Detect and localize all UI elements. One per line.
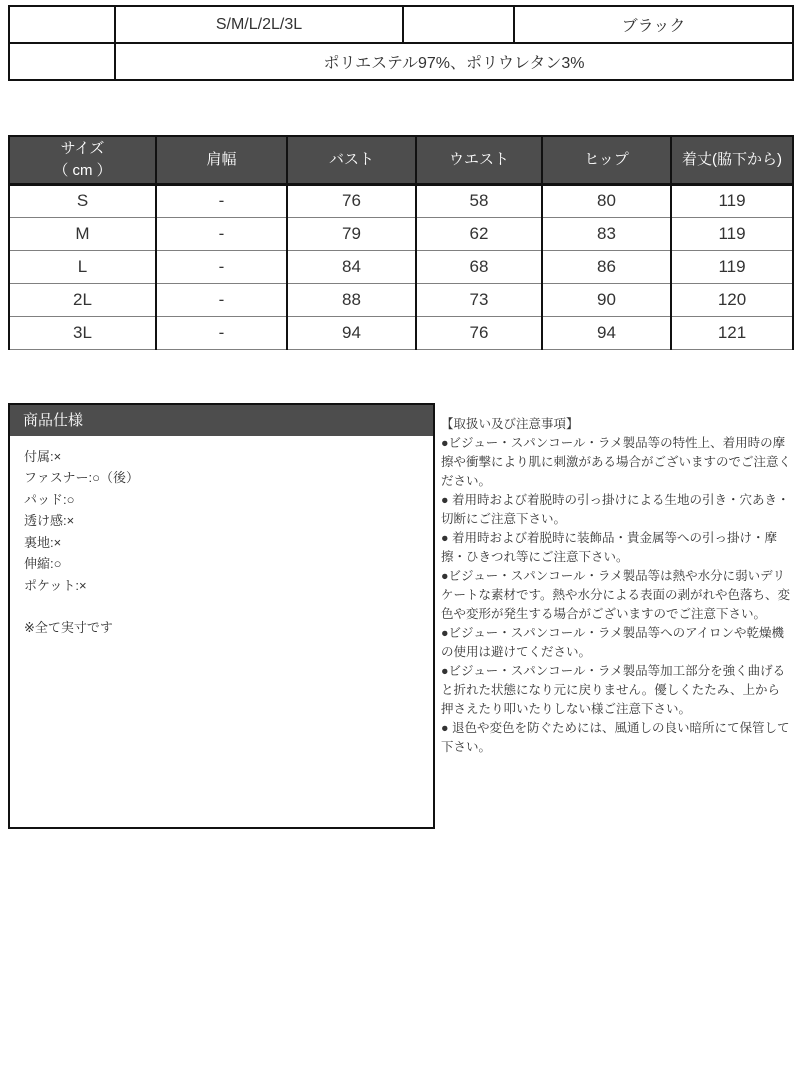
cell-size: 3L <box>9 316 156 349</box>
cell-size: S <box>9 184 156 217</box>
care-note-item: ●ビジュー・スパンコール・ラメ製品等の特性上、着用時の摩擦や衝撃により肌に刺激がある場合がございますのでご注意ください。 <box>441 435 792 488</box>
cell-bust: 84 <box>287 250 416 283</box>
spec-item-accessory: 付属:× <box>24 448 62 464</box>
col-header-size-line1: サイズ <box>60 140 105 157</box>
col-header-size-line2: （ cm ） <box>53 161 112 179</box>
care-note-item: ●ビジュー・スパンコール・ラメ製品等は熱や水分に弱いデリケートな素材です。熱や水分による表面の剥がれや色落ち、変色や変形が発生する場合がございますのでご注意下さい。 <box>441 568 791 621</box>
col-header-size <box>9 136 156 184</box>
cell-shoulder: - <box>156 184 287 217</box>
col-header-bust: バスト <box>287 136 416 184</box>
cell-size: L <box>9 250 156 283</box>
col-header-waist: ウエスト <box>416 136 542 184</box>
cell-shoulder: - <box>156 217 287 250</box>
spec-item-sheerness: 透け感:× <box>24 513 75 528</box>
details-section <box>8 403 792 829</box>
size-color-material-table <box>8 5 794 81</box>
cell-shoulder: - <box>156 316 287 349</box>
cell-length: 121 <box>671 316 793 349</box>
care-note-item: ● 退色や変色を防ぐためには、風通しの良い暗所にて保管して下さい。 <box>441 720 790 754</box>
cell-bust: 79 <box>287 217 416 250</box>
cell-hip: 86 <box>542 250 671 283</box>
cell-length: 119 <box>671 250 793 283</box>
table-row-l <box>9 250 793 283</box>
cell-size: 2L <box>9 283 156 316</box>
color-label-cell: カラー <box>403 6 514 43</box>
size-chart-header-row <box>9 136 793 184</box>
spec-item-fastener: ファスナー:○（後） <box>24 470 139 485</box>
cell-hip: 94 <box>542 316 671 349</box>
size-chart-table <box>8 135 794 350</box>
product-spec-box <box>8 403 435 829</box>
cell-waist: 73 <box>416 283 542 316</box>
product-spec-title: 商品仕様 <box>10 405 433 436</box>
cell-length: 120 <box>671 283 793 316</box>
cell-bust: 94 <box>287 316 416 349</box>
care-note-item: ●ビジュー・スパンコール・ラメ製品等加工部分を強く曲げると折れた状態になり元に戻りません。優しくたたみ、上から押さえたり叩いたりしない様ご注意下さい。 <box>441 663 786 716</box>
cell-hip: 83 <box>542 217 671 250</box>
size-label-cell: サイズ <box>9 6 115 43</box>
table-row-3l <box>9 316 793 349</box>
col-header-hip: ヒップ <box>542 136 671 184</box>
spec-item-lining: 裏地:× <box>24 534 62 550</box>
cell-waist: 58 <box>416 184 542 217</box>
cell-hip: 80 <box>542 184 671 217</box>
col-header-length: 着丈(脇下から) <box>671 136 793 184</box>
care-notes-title: 【取扱い及び注意事項】 <box>441 416 579 431</box>
spacer <box>24 596 419 617</box>
cell-waist: 68 <box>416 250 542 283</box>
cell-bust: 76 <box>287 184 416 217</box>
care-note-item: ● 着用時および着脱時の引っ掛けによる生地の引き・穴あき・切断にご注意下さい。 <box>441 492 790 526</box>
material-value-cell: ポリエステル97%、ポリウレタン3% <box>115 43 793 80</box>
table-row-s <box>9 184 793 217</box>
cell-length: 119 <box>671 184 793 217</box>
size-color-row <box>9 6 793 43</box>
cell-size: M <box>9 217 156 250</box>
care-note-item: ● 着用時および着脱時に装飾品・貴金属等への引っ掛け・摩擦・ひきつれ等にご注意下さい。 <box>441 530 778 564</box>
cell-shoulder: - <box>156 250 287 283</box>
measurement-note: ※全て実寸です <box>24 620 113 635</box>
cell-bust: 88 <box>287 283 416 316</box>
care-note-item: ●ビジュー・スパンコール・ラメ製品等へのアイロンや乾燥機の使用は避けてください。 <box>441 625 785 659</box>
material-row <box>9 43 793 80</box>
color-value-cell: ブラック <box>514 6 793 43</box>
size-value-cell: S/M/L/2L/3L <box>115 6 403 43</box>
spec-item-stretch: 伸縮:○ <box>24 556 62 571</box>
cell-hip: 90 <box>542 283 671 316</box>
material-label-cell: 素材 <box>9 43 115 80</box>
product-spec-list <box>10 436 433 649</box>
table-row-m <box>9 217 793 250</box>
spec-item-pad: パッド:○ <box>24 491 75 507</box>
col-header-shoulder: 肩幅 <box>156 136 287 184</box>
cell-length: 119 <box>671 217 793 250</box>
cell-waist: 62 <box>416 217 542 250</box>
cell-waist: 76 <box>416 316 542 349</box>
cell-shoulder: - <box>156 283 287 316</box>
table-row-2l <box>9 283 793 316</box>
care-notes <box>441 403 792 757</box>
spec-item-pocket: ポケット:× <box>24 577 87 593</box>
